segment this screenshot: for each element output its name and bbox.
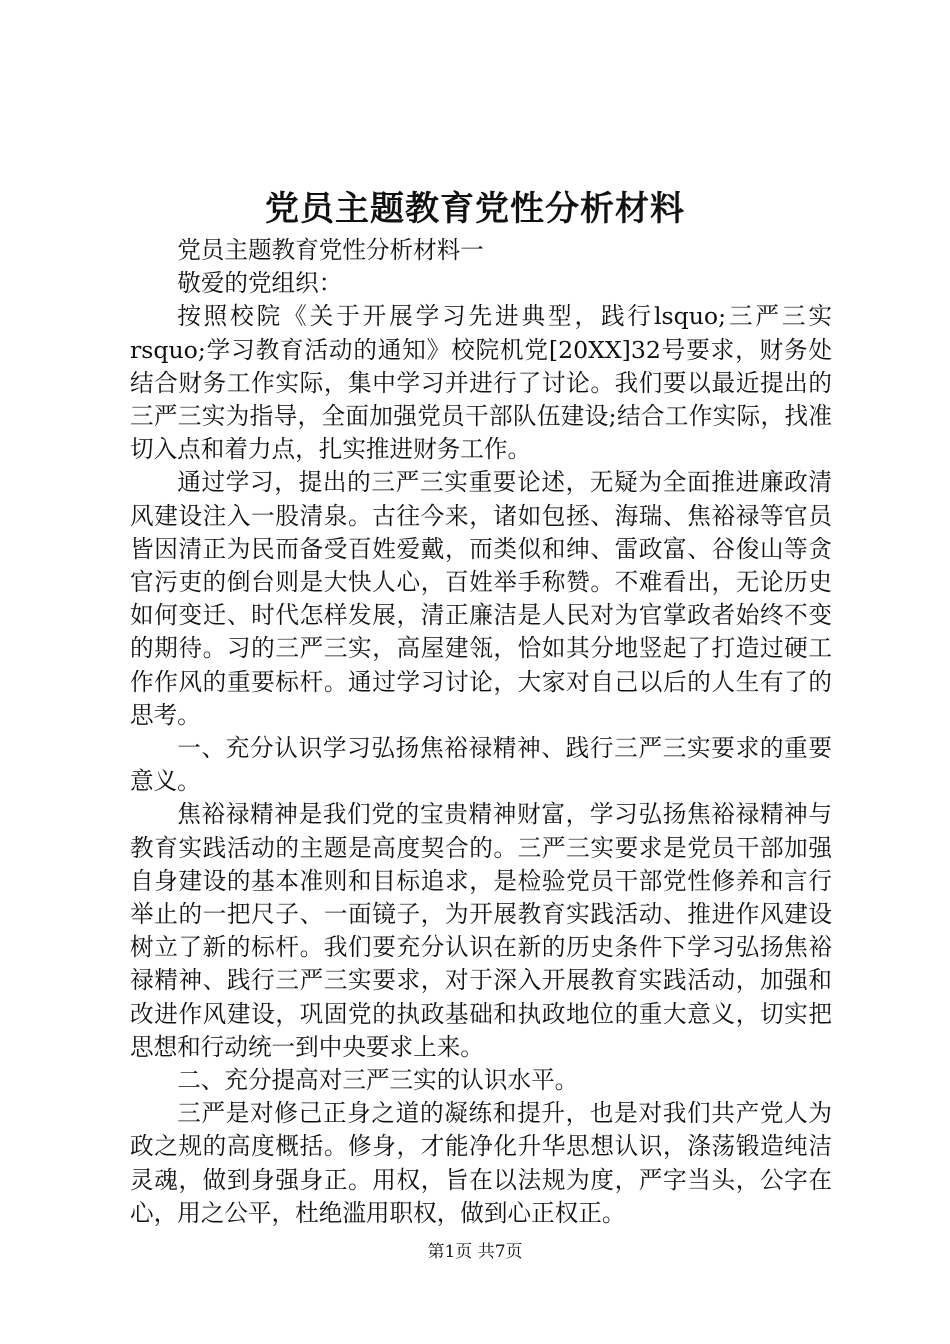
page-number-footer: 第1页 共7页 xyxy=(427,1242,523,1262)
paragraph: 三严是对修己正身之道的凝练和提升，也是对我们共产党人为政之规的高度概括。修身，才能净化升华思想认识，涤荡锻造纯洁灵魂，做到身强身正。用权，旨在以法规为度，严字当头，公字在心，用之公平，杜绝滥用职权，做到心正权正。 xyxy=(130,1099,832,1227)
document-body xyxy=(130,234,832,1230)
paragraph: 按照校院《关于开展学习先进典型，践行lsquo;三严三实rsquo;学习教育活动的通知》校院机党[20XX]32号要求，财务处结合财务工作实际，集中学习并进行了讨论。我们要以最近提出的三严三实为指导，全面加强党员干部队伍建设;结合工作实际，找准切入点和着力点，扎实推进财务工作。 xyxy=(130,302,832,464)
paragraph-salutation: 敬爱的党组织： xyxy=(177,269,343,298)
paragraph: 焦裕禄精神是我们党的宝贵精神财富，学习弘扬焦裕禄精神与教育实践活动的主题是高度契合的。三严三实要求是党员干部加强自身建设的基本准则和目标追求，是检验党员干部党性修养和言行举止的一把尺子、一面镜子，为开展教育实践活动、推进作风建设树立了新的标杆。我们要充分认识在新的历史条件下学习弘扬焦裕禄精神、践行三严三实要求，对于深入开展教育实践活动，加强和改进作风建设，巩固党的执政基础和执政地位的重大意义，切实把思想和行动统一到中央要求上来。 xyxy=(130,800,832,1061)
section-heading: 二、充分提高对三严三实的认识水平。 xyxy=(177,1066,579,1095)
document-title: 党员主题教育党性分析材料 xyxy=(265,189,685,229)
paragraph-subtitle: 党员主题教育党性分析材料一 xyxy=(177,236,484,264)
paragraph: 通过学习，提出的三严三实重要论述，无疑为全面推进廉政清风建设注入一股清泉。古往今来，诸如包拯、海瑞、焦裕禄等官员皆因清正为民而备受百姓爱戴，而类似和绅、雷政富、谷俊山等贪官污吏的倒台则是大快人心，百姓举手称赞。不难看出，无论历史如何变迁、时代怎样发展，清正廉洁是人民对为官掌政者始终不变的期待。习的三严三实，高屋建瓴，恰如其分地竖起了打造过硬工作作风的重要标杆。通过学习讨论，大家对自己以后的人生有了的思考。 xyxy=(130,468,832,729)
section-heading: 一、充分认识学习弘扬焦裕禄精神、践行三严三实要求的重要意义。 xyxy=(130,734,832,796)
